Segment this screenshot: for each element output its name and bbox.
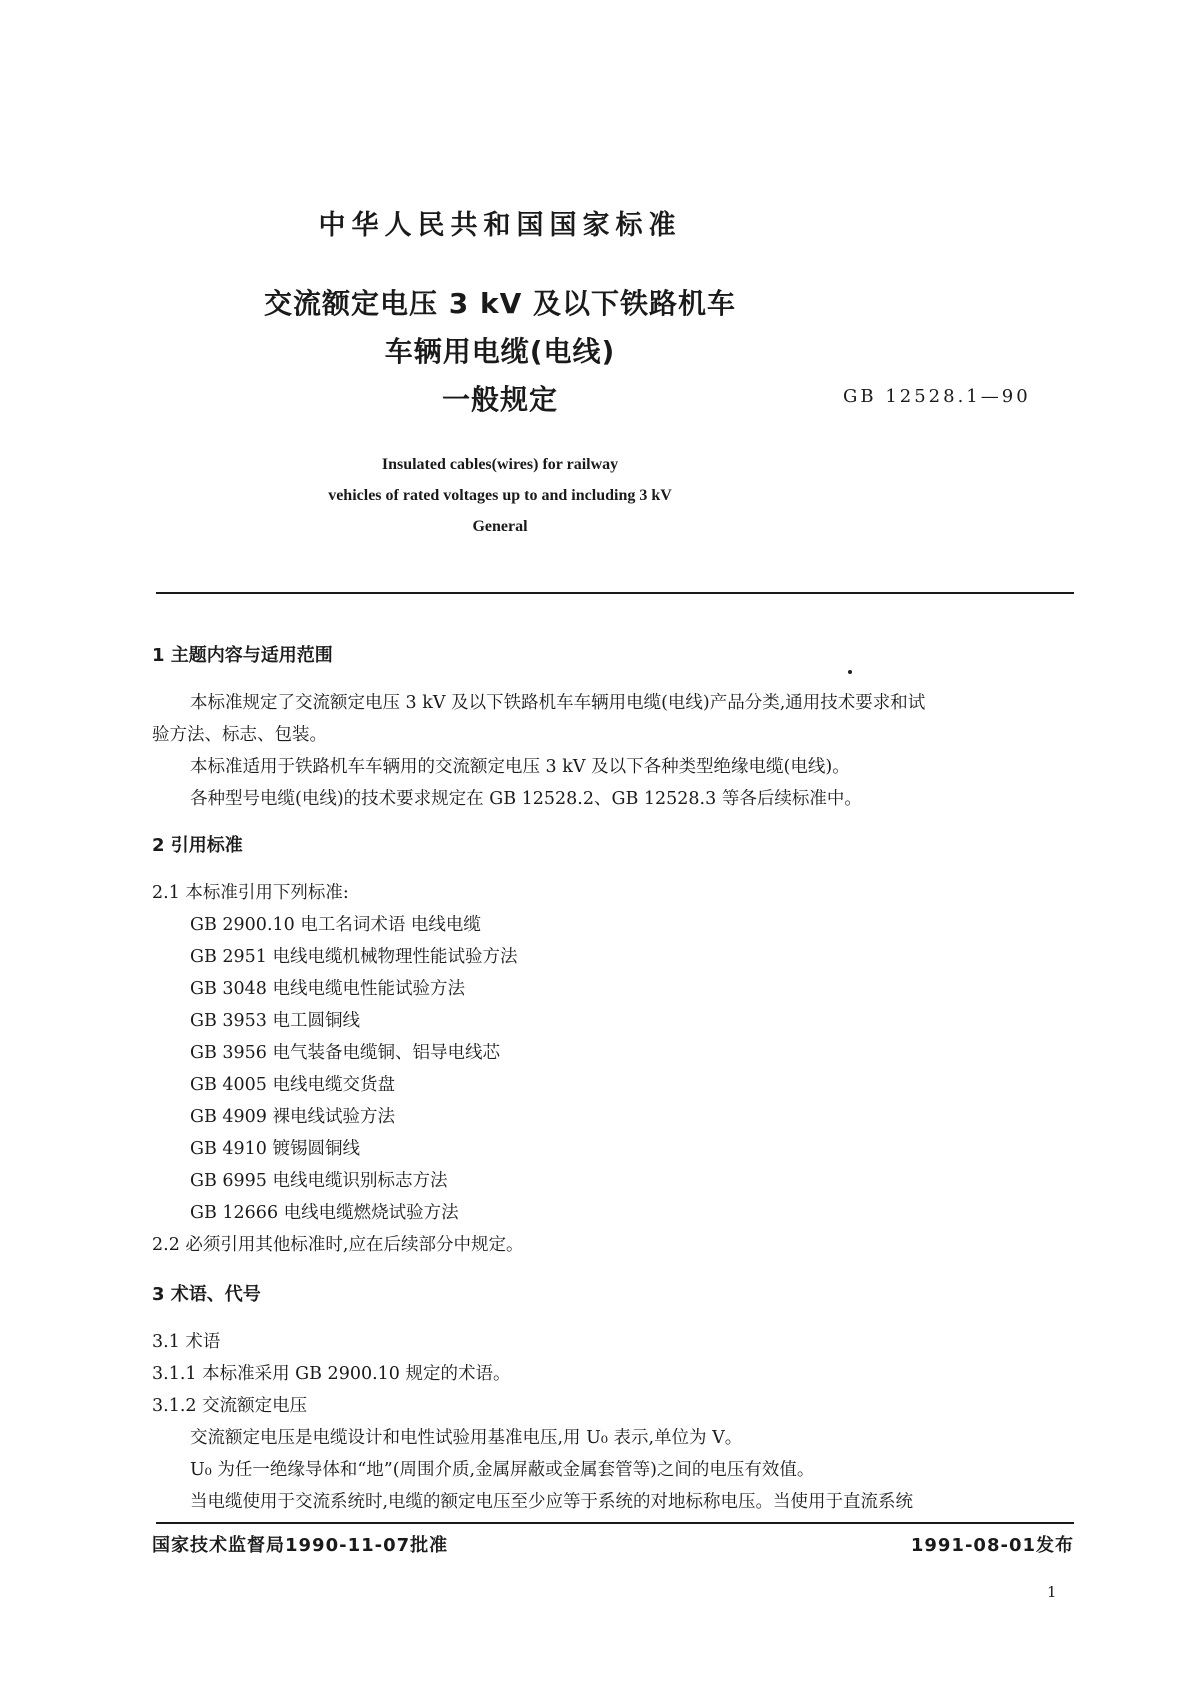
english-title-line-3: General	[472, 518, 528, 535]
section-2-heading: 2 引用标准	[152, 835, 243, 856]
standard-number: GB 12528.1—90	[843, 386, 1031, 407]
section-1-para-1-line-1: 本标准规定了交流额定电压 3 kV 及以下铁路机车车辆用电缆(电线)产品分类,通用技术要求和试	[190, 693, 926, 713]
doc-title-line-3: 一般规定	[441, 383, 558, 416]
reference-item: GB 4005 电线电缆交货盘	[190, 1075, 396, 1095]
section-1-para-3: 各种型号电缆(电线)的技术要求规定在 GB 12528.2、GB 12528.3 等各后续标准中。	[190, 789, 862, 809]
definition-line-1: 交流额定电压是电缆设计和电性试验用基准电压,用 U₀ 表示,单位为 V。	[190, 1428, 743, 1448]
reference-item: GB 4910 镀锡圆铜线	[190, 1139, 361, 1159]
footer-approval: 国家技术监督局1990-11-07批准	[152, 1535, 449, 1556]
header-rule	[156, 592, 1074, 594]
reference-item: GB 12666 电线电缆燃烧试验方法	[190, 1203, 459, 1223]
footer-release: 1991-08-01发布	[910, 1535, 1074, 1556]
clause-2-2: 2.2 必须引用其他标准时,应在后续部分中规定。	[152, 1235, 524, 1255]
reference-item: GB 3956 电气装备电缆铜、铝导电线芯	[190, 1043, 501, 1063]
scan-dot	[848, 670, 852, 674]
clause-3-1-1: 3.1.1 本标准采用 GB 2900.10 规定的术语。	[152, 1364, 511, 1384]
reference-item: GB 6995 电线电缆识别标志方法	[190, 1171, 448, 1191]
reference-item: GB 3953 电工圆铜线	[190, 1011, 361, 1031]
section-1-para-1-line-2: 验方法、标志、包装。	[152, 725, 327, 745]
section-1-heading: 1 主题内容与适用范围	[152, 645, 333, 666]
section-3-heading: 3 术语、代号	[152, 1284, 261, 1305]
clause-3-1: 3.1 术语	[152, 1332, 221, 1352]
page-number: 1	[1047, 1583, 1057, 1601]
national-standard-title: 中华人民共和国国家标准	[318, 210, 682, 241]
doc-title-line-2: 车辆用电缆(电线)	[384, 335, 616, 368]
footer-rule	[156, 1522, 1074, 1524]
section-1-para-2: 本标准适用于铁路机车车辆用的交流额定电压 3 kV 及以下各种类型绝缘电缆(电线)。	[190, 757, 850, 777]
reference-item: GB 2900.10 电工名词术语 电线电缆	[190, 915, 481, 935]
definition-line-2: U₀ 为任一绝缘导体和“地”(周围介质,金属屏蔽或金属套管等)之间的电压有效值。	[190, 1460, 815, 1480]
definition-line-3: 当电缆使用于交流系统时,电缆的额定电压至少应等于系统的对地标称电压。当使用于直流系统	[190, 1492, 914, 1512]
english-title-line-2: vehicles of rated voltages up to and including 3 kV	[328, 487, 672, 504]
reference-item: GB 4909 裸电线试验方法	[190, 1107, 396, 1127]
clause-3-1-2: 3.1.2 交流额定电压	[152, 1396, 308, 1416]
english-title-line-1: Insulated cables(wires) for railway	[381, 456, 619, 473]
reference-item: GB 3048 电线电缆电性能试验方法	[190, 979, 466, 999]
reference-item: GB 2951 电线电缆机械物理性能试验方法	[190, 947, 518, 967]
doc-title-line-1: 交流额定电压 3 kV 及以下铁路机车	[263, 287, 737, 320]
clause-2-1: 2.1 本标准引用下列标准:	[152, 883, 349, 903]
